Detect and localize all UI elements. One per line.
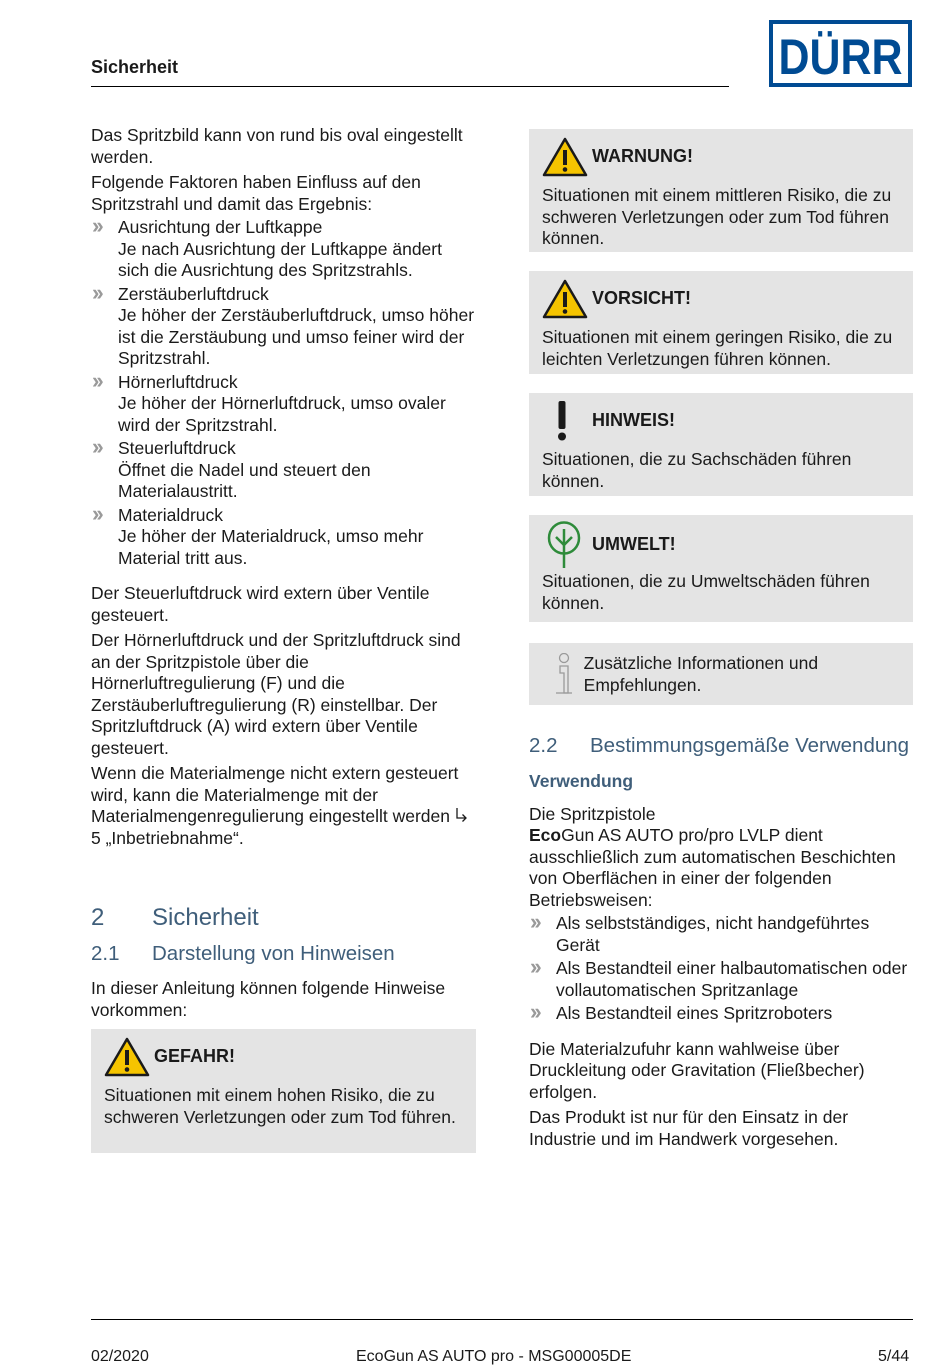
mode-text: Als Bestandteil eines Spritzroboters [556,1003,833,1023]
subsection-number: 2.1 [91,942,120,965]
signal-word: WARNUNG! [592,146,693,167]
reference-arrow-icon [455,806,469,828]
list-item [91,367,476,437]
factor-title: Hörnerluftdruck [118,371,238,392]
factor-desc: Je nach Ausrichtung der Luftkappe ändert sich die Ausrichtung des Spritzstrahls. [118,238,442,280]
duerr-logo [769,20,912,87]
section-title: Sicherheit [152,904,259,931]
modes-list [529,909,913,1025]
right-column [529,129,913,1150]
signal-word: GEFAHR! [154,1046,235,1067]
control-air-paragraph: Der Steuerluftdruck wird extern über Ventile gesteuert. [91,583,430,625]
factor-desc: Je höher der Zerstäuberluftdruck, umso höher ist die Zerstäubung und umso feiner wird der Spritzstrahl. [118,305,475,368]
info-box [529,643,913,705]
brand-prefix: Eco [529,825,562,845]
factors-intro: Folgende Faktoren haben Einfluss auf den Spritzstrahl und damit das Ergebnis: [91,172,421,214]
page-header-title: Sicherheit [91,57,179,77]
subsection-title: Bestimmungsgemäße Verwendung [590,734,910,757]
notice-text: Situationen, die zu Sachschäden führen können. [542,449,852,491]
list-item [529,909,913,956]
mode-text: Als Bestandteil einer halbautomatischen oder vollautomatischen Spritzanlage [556,958,908,1000]
double-chevron-icon: ›› [92,500,101,526]
factor-desc: Öffnet die Nadel und steuert den Materialaustritt. [118,459,371,501]
horn-air-paragraph: Der Hörnerluftdruck und der Spritzluftdruck sind an der Spritzpistole über die Hörnerluftregulierung (F) und die Zerstäuberluftregulierung (R) einstellbar. Der Spritzluftdruck (A) wird extern über Ventile gesteuert. [91,630,461,758]
footer-document-id: EcoGun AS AUTO pro - MSG00005DE [356,1348,632,1365]
double-chevron-icon: ›› [530,909,539,934]
factor-desc: Je höher der Materialdruck, umso mehr Material tritt aus. [118,526,424,568]
list-item [91,213,476,282]
notices-intro: In dieser Anleitung können folgende Hinweise vorkommen: [91,978,446,1020]
subsection-heading [529,735,913,757]
warning-triangle-icon [542,137,592,177]
factor-title: Materialdruck [118,504,224,525]
usage-intro: Die Spritzpistole [529,803,656,824]
list-item [529,999,913,1025]
usage-paragraph [529,825,913,911]
double-chevron-icon: ›› [92,213,101,238]
subsection-title: Darstellung von Hinweisen [152,942,395,965]
factor-title: Ausrichtung der Luftkappe [118,217,323,237]
notice-text: Situationen mit einem geringen Risiko, die zu leichten Verletzungen führen können. [542,327,893,369]
double-chevron-icon: ›› [530,999,539,1024]
warning-triangle-icon [542,279,592,319]
double-chevron-icon: ›› [530,954,539,979]
signal-word: VORSICHT! [592,288,691,309]
notice-text: Situationen mit einem hohen Risiko, die zu schweren Verletzungen oder zum Tod führen. [104,1085,456,1127]
list-item [91,279,476,370]
notice-box [529,393,913,496]
signal-word: HINWEIS! [592,410,675,431]
exclamation-icon [542,400,592,442]
material-quantity-paragraph [91,763,476,849]
info-text: Zusätzliche Informationen und Empfehlungen. [583,653,819,695]
intro-paragraph: Das Spritzbild kann von rund bis oval eingestellt werden. [91,125,463,167]
usage-text: Gun AS AUTO pro/pro LVLP dient ausschließlich zum automatischen Beschichten von Oberflächen in einer der folgenden Betriebsweisen: [529,825,896,910]
list-item [529,954,913,1001]
page-number: 5/44 [878,1348,910,1365]
usage-heading: Verwendung [529,771,634,791]
product-use-paragraph: Das Produkt ist nur für den Einsatz in der Industrie und im Handwerk vorgesehen. [529,1107,849,1149]
svg-text:DÜRR: DÜRR [778,29,903,85]
subsection-heading [91,943,476,965]
left-column [91,125,476,1153]
signal-word: UMWELT! [592,534,676,555]
footer-date: 02/2020 [91,1348,149,1365]
factor-desc: Je höher der Hörnerluftdruck, umso ovaler wird der Spritzstrahl. [118,393,446,435]
environment-notice [529,515,913,622]
material-quantity-text: Wenn die Materialmenge nicht extern gesteuert wird, kann die Materialmenge mit der Materialmengenregulierung eingestellt werden [91,763,459,826]
reference-link[interactable]: 5 „Inbetriebnahme“. [91,827,244,848]
notice-text: Situationen, die zu Umweltschäden führen können. [542,571,870,613]
list-item [91,500,476,570]
section-heading [91,904,476,932]
factors-list [91,213,476,569]
section-number: 2 [91,904,105,931]
footer-rule [91,1319,913,1320]
caution-notice [529,271,913,374]
leaf-icon [542,521,592,569]
warning-notice [529,129,913,252]
material-supply-paragraph: Die Materialzufuhr kann wahlweise über Druckleitung oder Gravitation (Fließbecher) erfolgen. [529,1038,865,1102]
factor-title: Steuerluftdruck [118,438,236,458]
header-rule [91,86,729,87]
danger-notice [91,1029,476,1153]
double-chevron-icon: ›› [92,434,101,459]
subsection-number: 2.2 [529,734,558,757]
notice-text: Situationen mit einem mittleren Risiko, die zu schweren Verletzungen oder zum Tod führen können. [542,185,892,248]
list-item [91,434,476,503]
factor-title: Zerstäuberluftdruck [118,283,269,304]
warning-triangle-icon [104,1037,154,1077]
info-person-icon [542,653,584,695]
mode-text: Als selbstständiges, nicht handgeführtes Gerät [556,913,870,955]
double-chevron-icon: ›› [92,279,101,305]
double-chevron-icon: ›› [92,367,101,393]
